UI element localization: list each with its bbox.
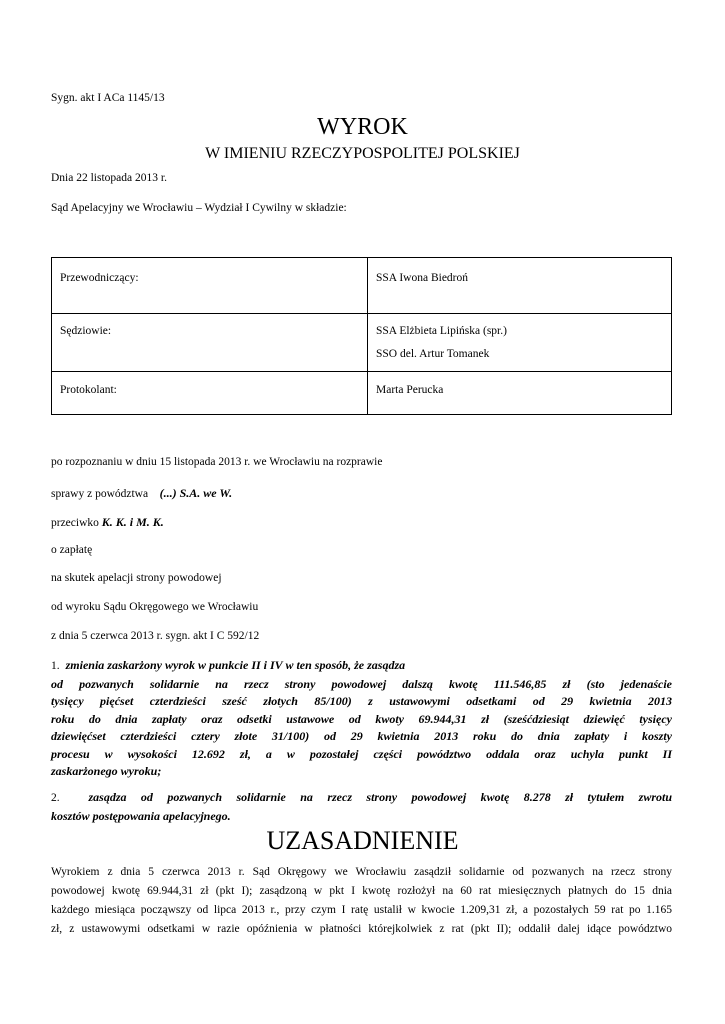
case-line-subject: o zapłatę <box>51 544 93 556</box>
judgment-date: Dnia 22 listopada 2013 r. <box>51 172 167 184</box>
ruling-line: od pozwanych solidarnie na rzecz strony powodowej dalszą kwotę 111.546,85 zł (sto jedenaście <box>51 676 672 691</box>
justification-line: powodowej kwotę 69.944,31 zł (pkt I); zasądzoną w pkt I kwotę rozłożył na 60 rat miesięcznych płatnych do 15 dnia <box>51 885 672 897</box>
case-line-defendant <box>51 515 164 530</box>
judge-name: SSO del. Artur Tomanek <box>376 348 490 360</box>
case-line-appeal: na skutek apelacji strony powodowej <box>51 572 222 584</box>
ruling-line: tysięcy pięćset czterdzieści sześć złotych 85/100) z ustawowymi odsetkami od 29 kwietnia 2013 <box>51 694 672 708</box>
court-composition-table <box>51 257 672 415</box>
name-cell: Marta Perucka <box>368 372 672 415</box>
ruling-point-number: 1. <box>51 660 60 672</box>
ruling-line: dziewięćset czterdzieści cztery złote 31/100) od 29 kwietnia 2013 roku do dnia zapłaty i koszty <box>51 729 672 743</box>
ruling-line: procesu w wysokości 12.692 zł, a w pozostałej części powództwo oddala oraz uchyla punkt II <box>51 746 672 761</box>
ruling-line: kosztów postępowania apelacyjnego. <box>51 808 231 823</box>
case-line-lower-court: od wyroku Sądu Okręgowego we Wrocławiu <box>51 601 259 613</box>
defendant-name: K. K. i M. K. <box>101 515 164 529</box>
table-row <box>52 314 672 372</box>
justification-line: zł, z ustawowymi odsetkami w razie opóźnienia w płatności którejkolwiek z rat (pkt II); oddalił dalej idące powództwo <box>51 923 672 935</box>
ruling-text: zmienia zaskarżony wyrok w punkcie II i IV w ten sposób, że zasądza <box>65 658 406 672</box>
judge-name: SSA Elżbieta Lipińska (spr.) <box>376 325 507 337</box>
case-line-lower-date: z dnia 5 czerwca 2013 r. sygn. akt I C 592/12 <box>51 630 260 642</box>
role-cell: Przewodniczący: <box>52 258 368 314</box>
table-row <box>52 258 672 314</box>
plaintiff-label: sprawy z powództwa <box>51 488 149 500</box>
document-subtitle: W IMIENIU RZECZYPOSPOLITEJ POLSKIEJ <box>205 145 520 162</box>
role-cell: Protokolant: <box>52 372 368 415</box>
case-line-hearing: po rozpoznaniu w dniu 15 listopada 2013 r. we Wrocławiu na rozprawie <box>51 456 383 468</box>
document-title: WYROK <box>317 114 408 140</box>
ruling-line: roku do dnia zapłaty oraz odsetki ustawowe od kwoty 69.944,31 zł (sześćdziesiąt dziewięć tysięcy <box>51 711 672 726</box>
court-name: Sąd Apelacyjny we Wrocławiu – Wydział I Cywilny w składzie: <box>51 202 347 214</box>
justification-line: Wyrokiem z dnia 5 czerwca 2013 r. Sąd Okręgowy we Wrocławiu zasądził solidarnie od pozwanych na rzecz strony <box>51 866 672 878</box>
plaintiff-name: (...) S.A. we W. <box>159 486 233 500</box>
name-cell <box>368 314 672 372</box>
justification-heading: UZASADNIENIE <box>266 826 459 855</box>
ruling-point-1 <box>51 657 672 781</box>
ruling-point-number: 2. <box>51 792 60 804</box>
ruling-text: zasądza od pozwanych solidarnie na rzecz strony powodowej kwotę 8.278 zł tytułem zwrotu <box>88 790 672 804</box>
justification-line: każdego miesiąca począwszy od lipca 2013 r., przy czym I ratę ustalił w kwocie 1.209,31 zł, a pozostałych 59 rat po 1.165 <box>51 904 672 916</box>
case-signature: Sygn. akt I ACa 1145/13 <box>51 92 165 104</box>
ruling-line: zaskarżonego wyroku; <box>51 764 162 778</box>
name-cell: SSA Iwona Biedroń <box>368 258 672 314</box>
ruling-line <box>51 657 672 676</box>
table-row <box>52 372 672 415</box>
defendant-label: przeciwko <box>51 517 99 529</box>
case-line-plaintiff <box>51 486 232 501</box>
ruling-line <box>51 789 672 808</box>
ruling-point-2 <box>51 789 672 825</box>
role-cell: Sędziowie: <box>52 314 368 372</box>
justification-body <box>51 863 672 939</box>
